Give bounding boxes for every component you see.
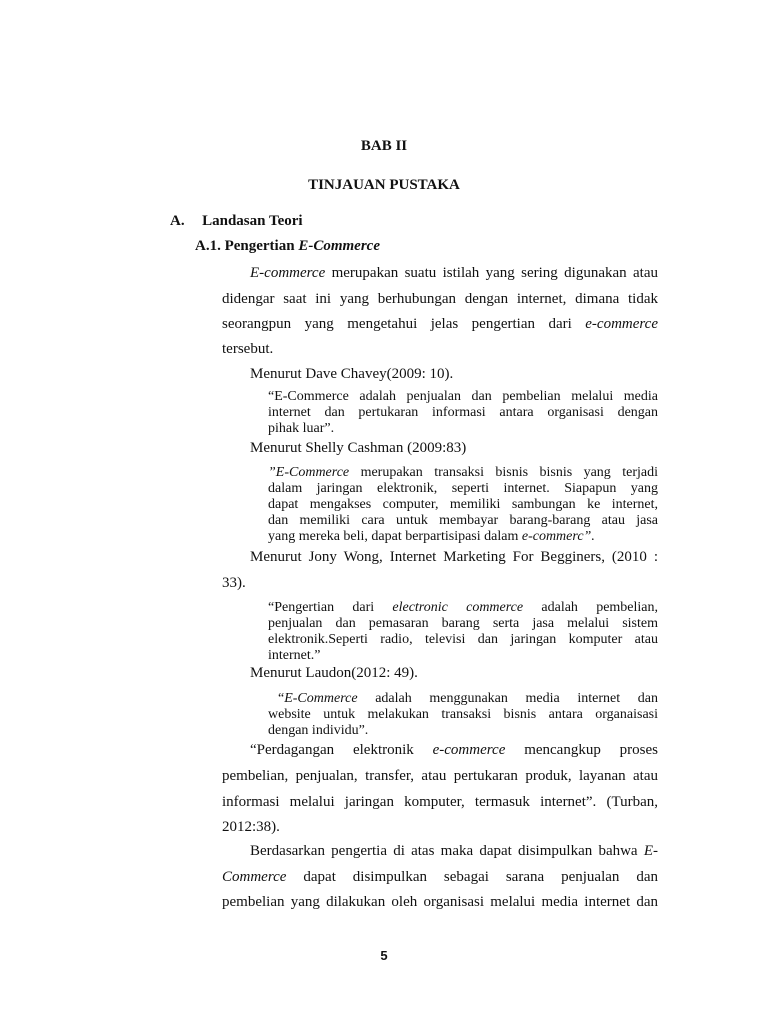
section-marker: A. (170, 213, 185, 229)
section-heading (170, 212, 303, 230)
conclusion-line-3: pembelian yang dilakukan oleh organisasi melalui media internet dan (222, 894, 658, 910)
source2-quote-line-4: dan memiliki cara untuk membayar barang-barang atau jasa (268, 513, 658, 528)
source4-quote-line-1: “E-Commerce adalah menggunakan media internet dan (278, 691, 658, 706)
intro-line-2: didengar saat ini yang berhubungan dengan internet, dimana tidak (222, 291, 658, 307)
source1-intro: Menurut Dave Chavey(2009: 10). (250, 366, 454, 382)
source3-intro-cont: 33). (222, 575, 246, 591)
section-title: Landasan Teori (202, 213, 303, 229)
turban-line-2: pembelian, penjualan, transfer, atau pertukaran produk, layanan atau (222, 768, 658, 784)
source1-quote-line-1: “E-Commerce adalah penjualan dan pembelian melalui media (268, 389, 658, 404)
intro-term: E-commerce (250, 265, 326, 281)
source2-intro: Menurut Shelly Cashman (2009:83) (250, 440, 467, 456)
subsection-heading (195, 237, 380, 255)
intro-line-1: E-commerce merupakan suatu istilah yang sering digunakan atau (250, 265, 658, 281)
conclusion-line-2: Commerce dapat disimpulkan sebagai sarana penjualan dan (222, 869, 658, 885)
source4-quote-line-3: dengan individu”. (268, 723, 369, 738)
turban-line-1: “Perdagangan elektronik e-commerce mencangkup proses (250, 742, 658, 758)
subsection-number: A.1. Pengertian (195, 238, 299, 254)
source4-quote-line-2: website untuk melakukan transaksi bisnis antara organaisasi (268, 707, 658, 722)
source3-intro: Menurut Jony Wong, Internet Marketing For Begginers, (2010 : (250, 549, 658, 565)
source1-quote-line-3: pihak luar”. (268, 421, 335, 436)
source3-quote-line-3: elektronik.Seperti radio, televisi dan jaringan komputer atau (268, 632, 658, 647)
turban-line-3: informasi melalui jaringan komputer, termasuk internet”. (Turban, (222, 794, 658, 810)
source2-quote-line-5: yang mereka beli, dapat berpartisipasi dalam e-commerc”. (268, 529, 595, 544)
subsection-term: E-Commerce (298, 238, 380, 254)
source4-intro: Menurut Laudon(2012: 49). (250, 665, 418, 681)
chapter-title: TINJAUAN PUSTAKA (308, 177, 460, 193)
source2-quote-line-3: dapat mengakses computer, memiliki sambungan ke internet, (268, 497, 658, 512)
conclusion-line-1: Berdasarkan pengertia di atas maka dapat disimpulkan bahwa E- (250, 843, 658, 859)
source3-quote-line-2: penjualan dan pemasaran barang serta jasa melalui sistem (268, 616, 658, 631)
source2-quote-line-1: ”E-Commerce merupakan transaksi bisnis bisnis yang terjadi (268, 465, 658, 480)
intro-line-3: seorangpun yang mengetahui jelas pengertian dari e-commerce (222, 316, 658, 332)
source2-quote-line-2: dalam jaringan elektronik, seperti internet. Siapapun yang (268, 481, 658, 496)
turban-line-4: 2012:38). (222, 819, 280, 835)
source1-quote-line-2: internet dan pertukaran informasi antara organisasi dengan (268, 405, 658, 420)
source3-quote-line-4: internet.” (268, 648, 321, 663)
chapter-heading: BAB II (360, 138, 408, 154)
source3-quote-line-1: “Pengertian dari electronic commerce adalah pembelian, (268, 600, 658, 615)
intro-line-4: tersebut. (222, 341, 274, 357)
page-number: 5 (380, 948, 388, 963)
